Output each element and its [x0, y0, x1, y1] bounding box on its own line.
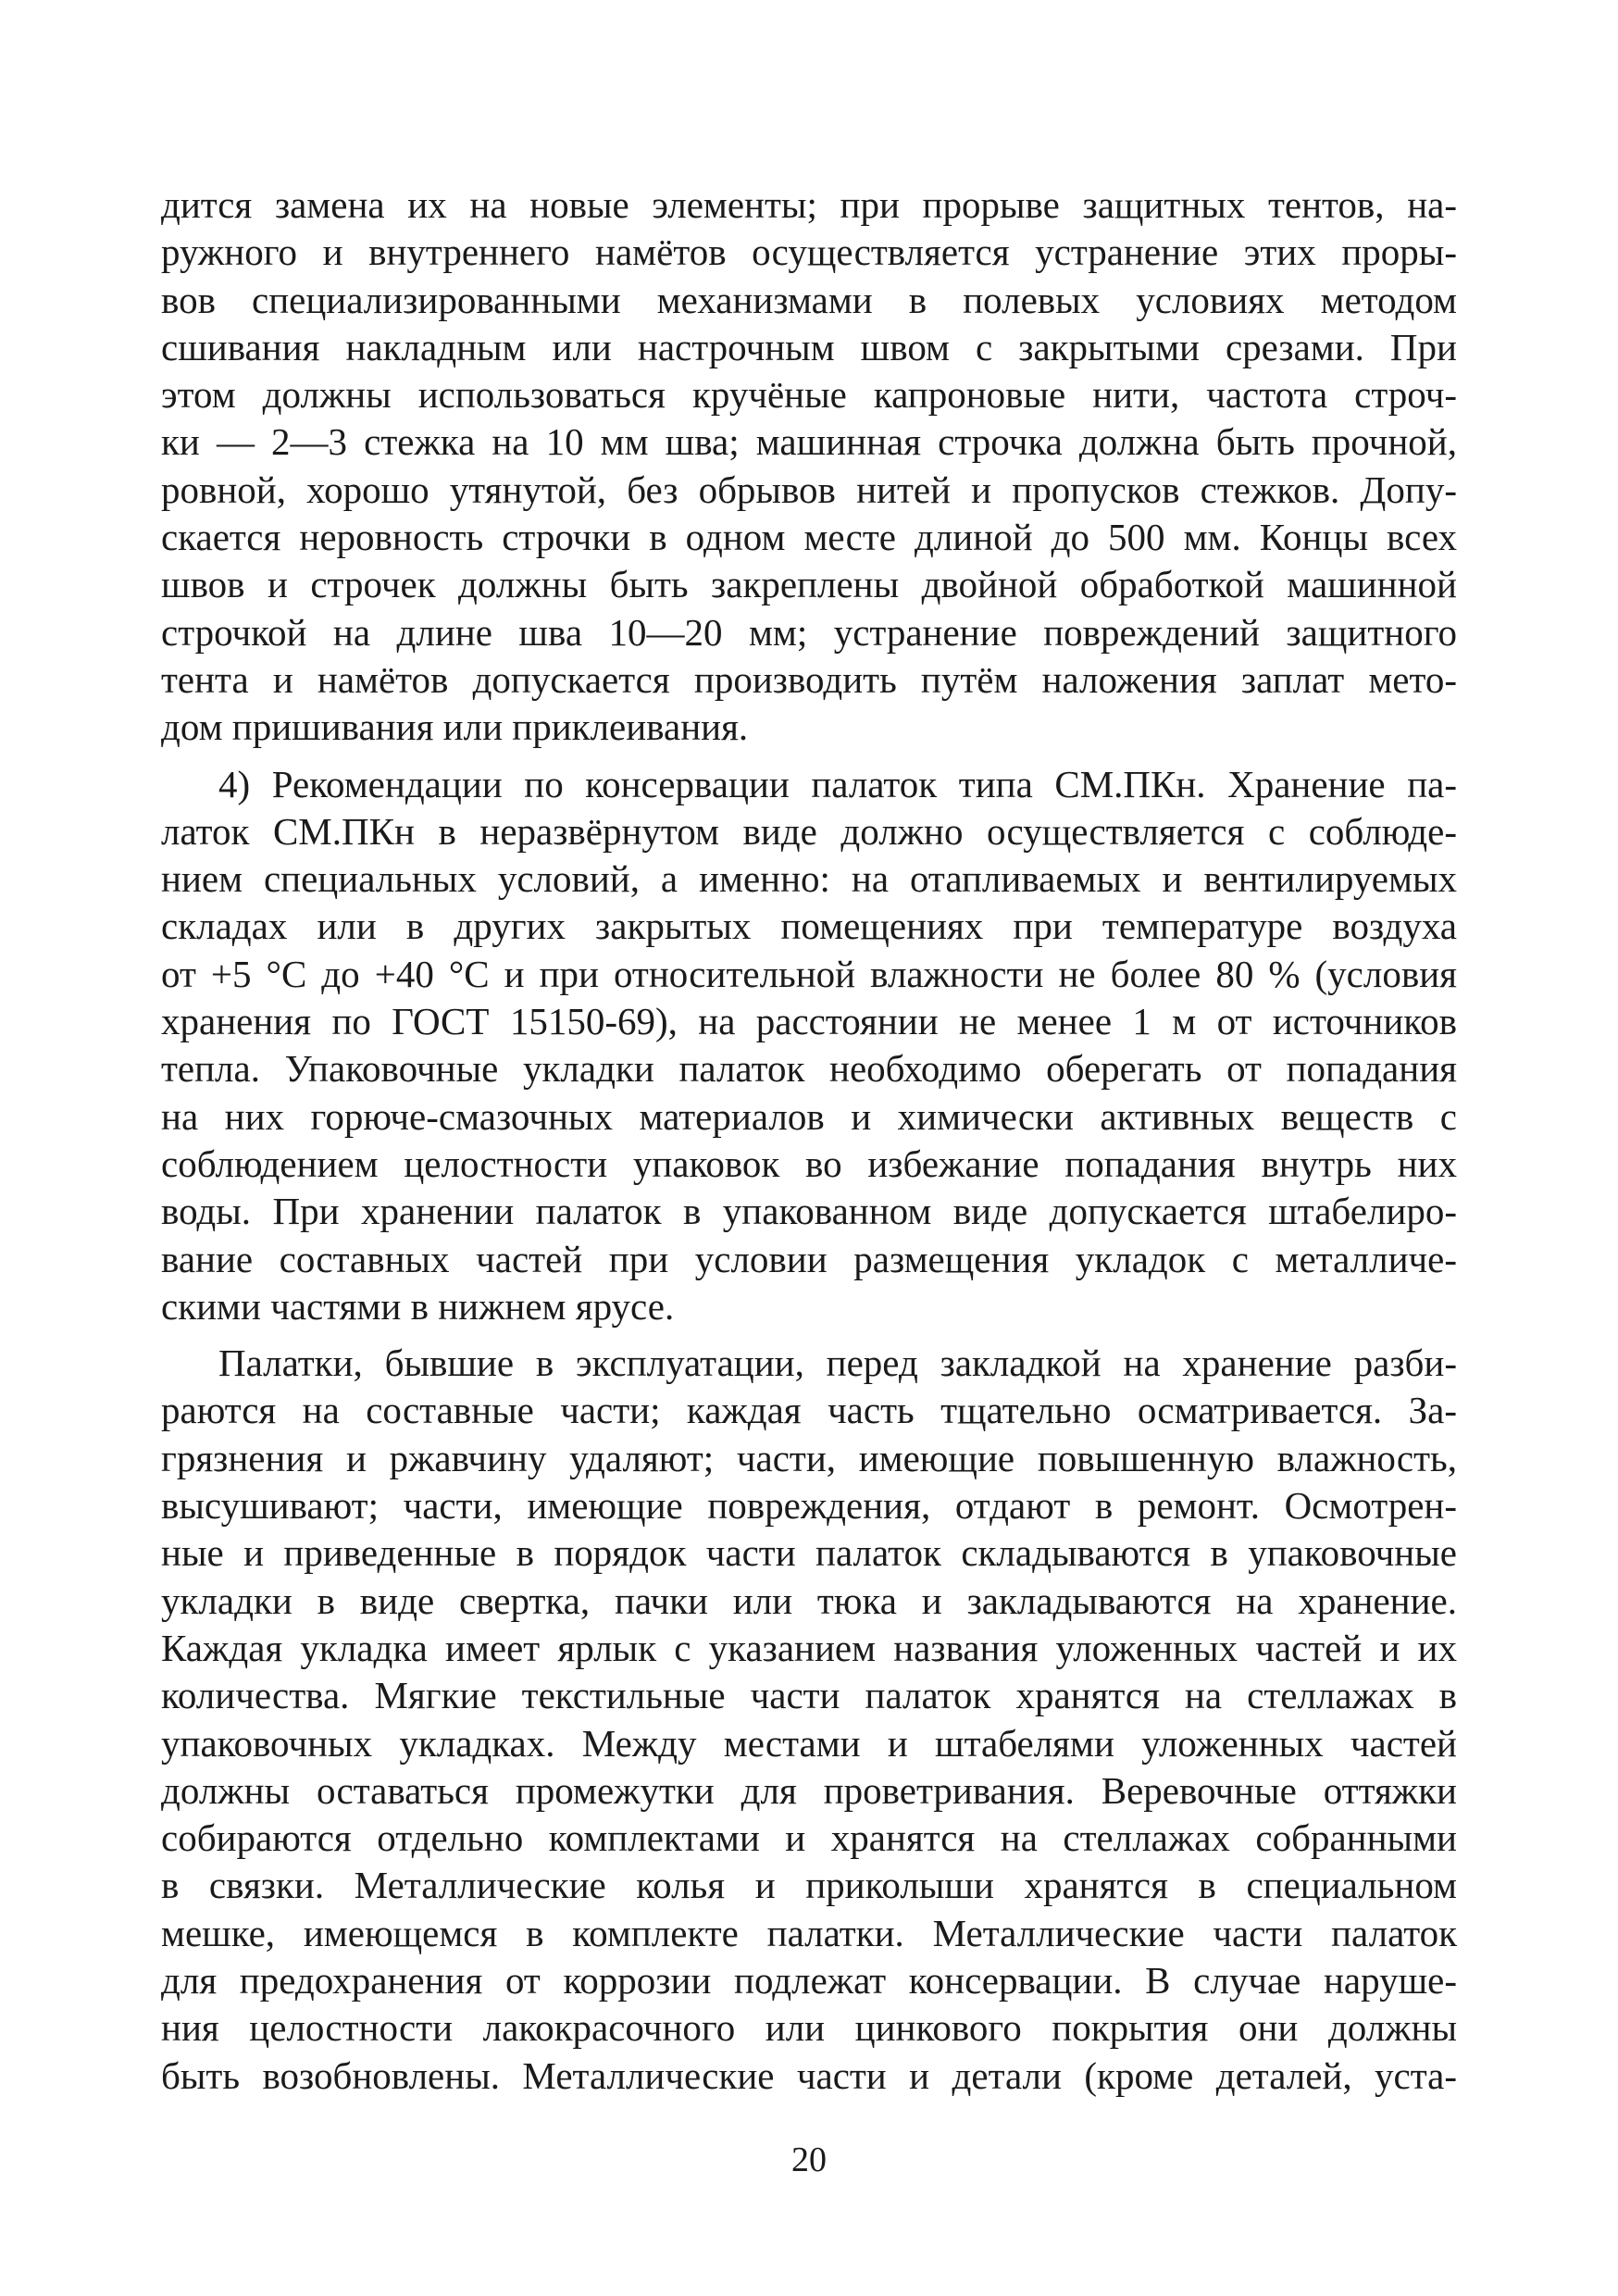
text-line: строчкой на длине шва 10—20 мм; устранение повреждений защитного	[161, 610, 1457, 654]
text-line: ные и приведенные в порядок части палаток складываются в упаковочные	[161, 1531, 1457, 1575]
page-number: 20	[791, 2140, 827, 2179]
text-line: ружного и внутреннего намётов осуществляется устранение этих проры-	[161, 231, 1457, 274]
text-line: укладки в виде свертка, пачки или тюка и закладываются на хранение.	[161, 1578, 1457, 1622]
text-line: упаковочных укладках. Между местами и штабелями уложенных частей	[161, 1721, 1457, 1765]
text-line: тента и намётов допускается производить путём наложения заплат мето-	[161, 657, 1457, 701]
text-line: нием специальных условий, а именно: на отапливаемых и вентилируемых	[161, 857, 1457, 901]
text-line: скими частями в нижнем ярусе.	[161, 1284, 675, 1328]
text-line: дится замена их на новые элементы; при прорыве защитных тентов, на-	[161, 183, 1457, 226]
text-line: Каждая укладка имеет ярлык с указанием названия уложенных частей и их	[161, 1626, 1457, 1669]
text-line: раются на составные части; каждая часть тщательно осматривается. За-	[161, 1389, 1457, 1432]
text-line: тепла. Упаковочные укладки палаток необходимо оберегать от попадания	[161, 1047, 1457, 1091]
text-line: сшивания накладным или настрочным швом с закрытыми срезами. При	[161, 325, 1457, 368]
text-line: собираются отдельно комплектами и хранятся на стеллажах собранными	[161, 1816, 1457, 1860]
text-line: ния целостности лакокрасочного или цинкового покрытия они должны	[161, 2006, 1457, 2050]
text-line: должны оставаться промежутки для проветривания. Веревочные оттяжки	[161, 1768, 1457, 1812]
text-line: складах или в других закрытых помещениях при температуре воздуха	[161, 905, 1457, 948]
text-line: соблюдением целостности упаковок во избежание попадания внутрь них	[161, 1142, 1457, 1185]
text-line: мешке, имеющемся в комплекте палатки. Металлические части палаток	[161, 1911, 1457, 1954]
paragraph-spacer	[161, 752, 1457, 761]
text-line: латок СМ.ПКн в неразвёрнутом виде должно осуществляется с соблюде-	[161, 809, 1457, 853]
paragraph-spacer	[161, 1330, 1457, 1340]
paragraph-3	[161, 1340, 1457, 2100]
text-line: 4) Рекомендации по консервации палаток типа СМ.ПКн. Хранение па-	[218, 762, 1457, 805]
text-line: дом пришивания или приклеивания.	[161, 705, 749, 749]
text-line: количества. Мягкие текстильные части палаток хранятся на стеллажах в	[161, 1674, 1457, 1717]
text-line: скается неровность строчки в одном месте длиной до 500 мм. Концы всех	[161, 516, 1457, 559]
text-line: в связки. Металлические колья и приколыши хранятся в специальном	[161, 1864, 1457, 1907]
text-line: для предохранения от коррозии подлежат консервации. В случае наруше-	[161, 1958, 1457, 2002]
text-line: на них горюче-смазочных материалов и химически активных веществ с	[161, 1094, 1457, 1138]
paragraph-2	[161, 761, 1457, 1331]
text-line: высушивают; части, имеющие повреждения, отдают в ремонт. Осмотрен-	[161, 1484, 1457, 1528]
text-line: вов специализированными механизмами в полевых условиях методом	[161, 278, 1457, 321]
text-line: воды. При хранении палаток в упакованном виде допускается штабелиро-	[161, 1190, 1457, 1233]
text-line: грязнения и ржавчину удаляют; части, имеющие повышенную влажность,	[161, 1436, 1457, 1479]
document-body	[161, 181, 1457, 2100]
text-line: этом должны использоваться кручёные капроновые нити, частота строч-	[161, 373, 1457, 417]
text-line: быть возобновлены. Металлические части и детали (кроме деталей, уста-	[161, 2053, 1457, 2097]
text-line: хранения по ГОСТ 15150-69), на расстоянии не менее 1 м от источников	[161, 1000, 1457, 1043]
text-line: Палатки, бывшие в эксплуатации, перед закладкой на хранение разби-	[218, 1341, 1457, 1385]
text-line: ки — 2—3 стежка на 10 мм шва; машинная строчка должна быть прочной,	[161, 420, 1457, 464]
paragraph-1	[161, 181, 1457, 752]
text-line: вание составных частей при условии размещения укладок с металличе-	[161, 1237, 1457, 1280]
text-line: от +5 °С до +40 °С и при относительной влажности не более 80 % (условия	[161, 952, 1457, 995]
text-line: ровной, хорошо утянутой, без обрывов нитей и пропусков стежков. Допу-	[161, 468, 1457, 511]
text-line: швов и строчек должны быть закреплены двойной обработкой машинной	[161, 563, 1457, 606]
